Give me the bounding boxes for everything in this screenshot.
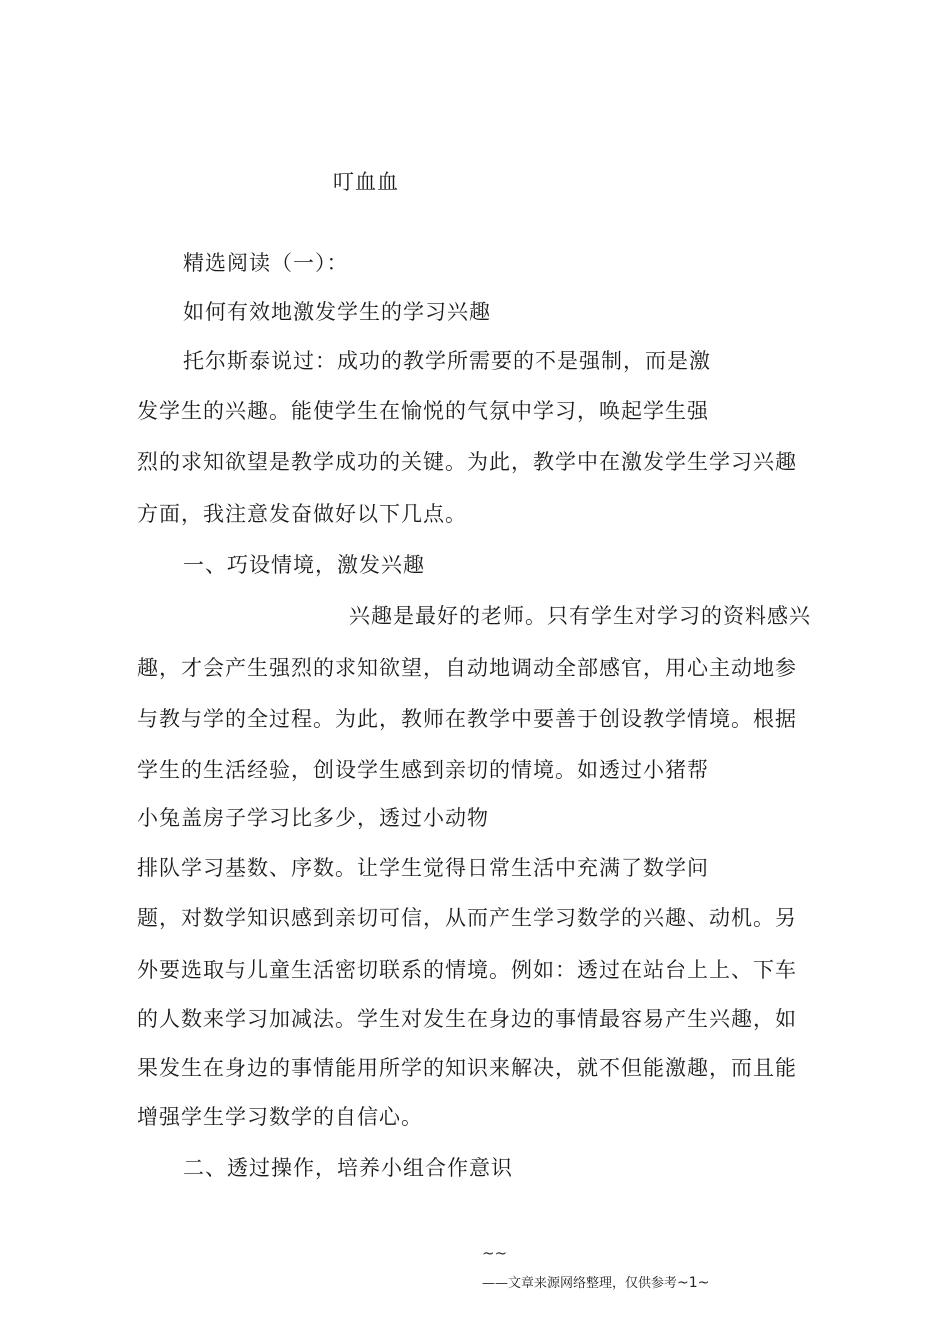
text-line: 增强学生学习数学的自信心。	[137, 1105, 423, 1129]
text-line: 的人数来学习加减法。学生对发生在身边的事情最容易产生兴趣，如	[137, 1007, 797, 1031]
text-line: 小兔盖房子学习比多少，透过小动物	[137, 806, 489, 830]
text-line: 精选阅读（一）：	[183, 251, 349, 275]
text-line: 方面，我注意发奋做好以下几点。	[137, 502, 467, 526]
text-line: 与教与学的全过程。为此，教师在教学中要善于创设教学情境。根据	[137, 707, 797, 731]
footer-mark: ~~	[482, 1244, 508, 1262]
text-line: 烈的求知欲望是教学成功的关键。为此，教学中在激发学生学习兴趣	[137, 450, 797, 474]
footer-note-text: ——文章来源网络整理，仅供参考	[482, 1276, 678, 1291]
text-line: 果发生在身边的事情能用所学的知识来解决，就不但能激趣，而且能	[137, 1056, 797, 1080]
text-line: 趣，才会产生强烈的求知欲望，自动地调动全部感官，用心主动地参	[137, 656, 797, 680]
article-heading: 如何有效地激发学生的学习兴趣	[183, 300, 491, 324]
text-line: 兴趣是最好的老师。只有学生对学习的资料感兴	[349, 604, 811, 628]
section-heading: 一、巧设情境，激发兴趣	[183, 553, 425, 577]
page-title: 叮血血	[333, 170, 399, 194]
text-line: 外要选取与儿童生活密切联系的情境。例如：透过在站台上上、下车	[137, 958, 797, 982]
footer-note	[482, 1272, 709, 1291]
page-number: ~1~	[677, 1275, 710, 1291]
text-line: 托尔斯泰说过：成功的教学所需要的不是强制，而是激	[183, 349, 711, 373]
section-heading: 二、透过操作，培养小组合作意识	[183, 1156, 513, 1180]
text-line: 学生的生活经验，创设学生感到亲切的情境。如透过小猪帮	[137, 758, 709, 782]
text-line: 排队学习基数、序数。让学生觉得日常生活中充满了数学问	[137, 856, 709, 880]
text-line: 发学生的兴趣。能使学生在愉悦的气氛中学习，唤起学生强	[137, 399, 709, 423]
text-line: 题，对数学知识感到亲切可信，从而产生学习数学的兴趣、动机。另	[137, 906, 797, 930]
